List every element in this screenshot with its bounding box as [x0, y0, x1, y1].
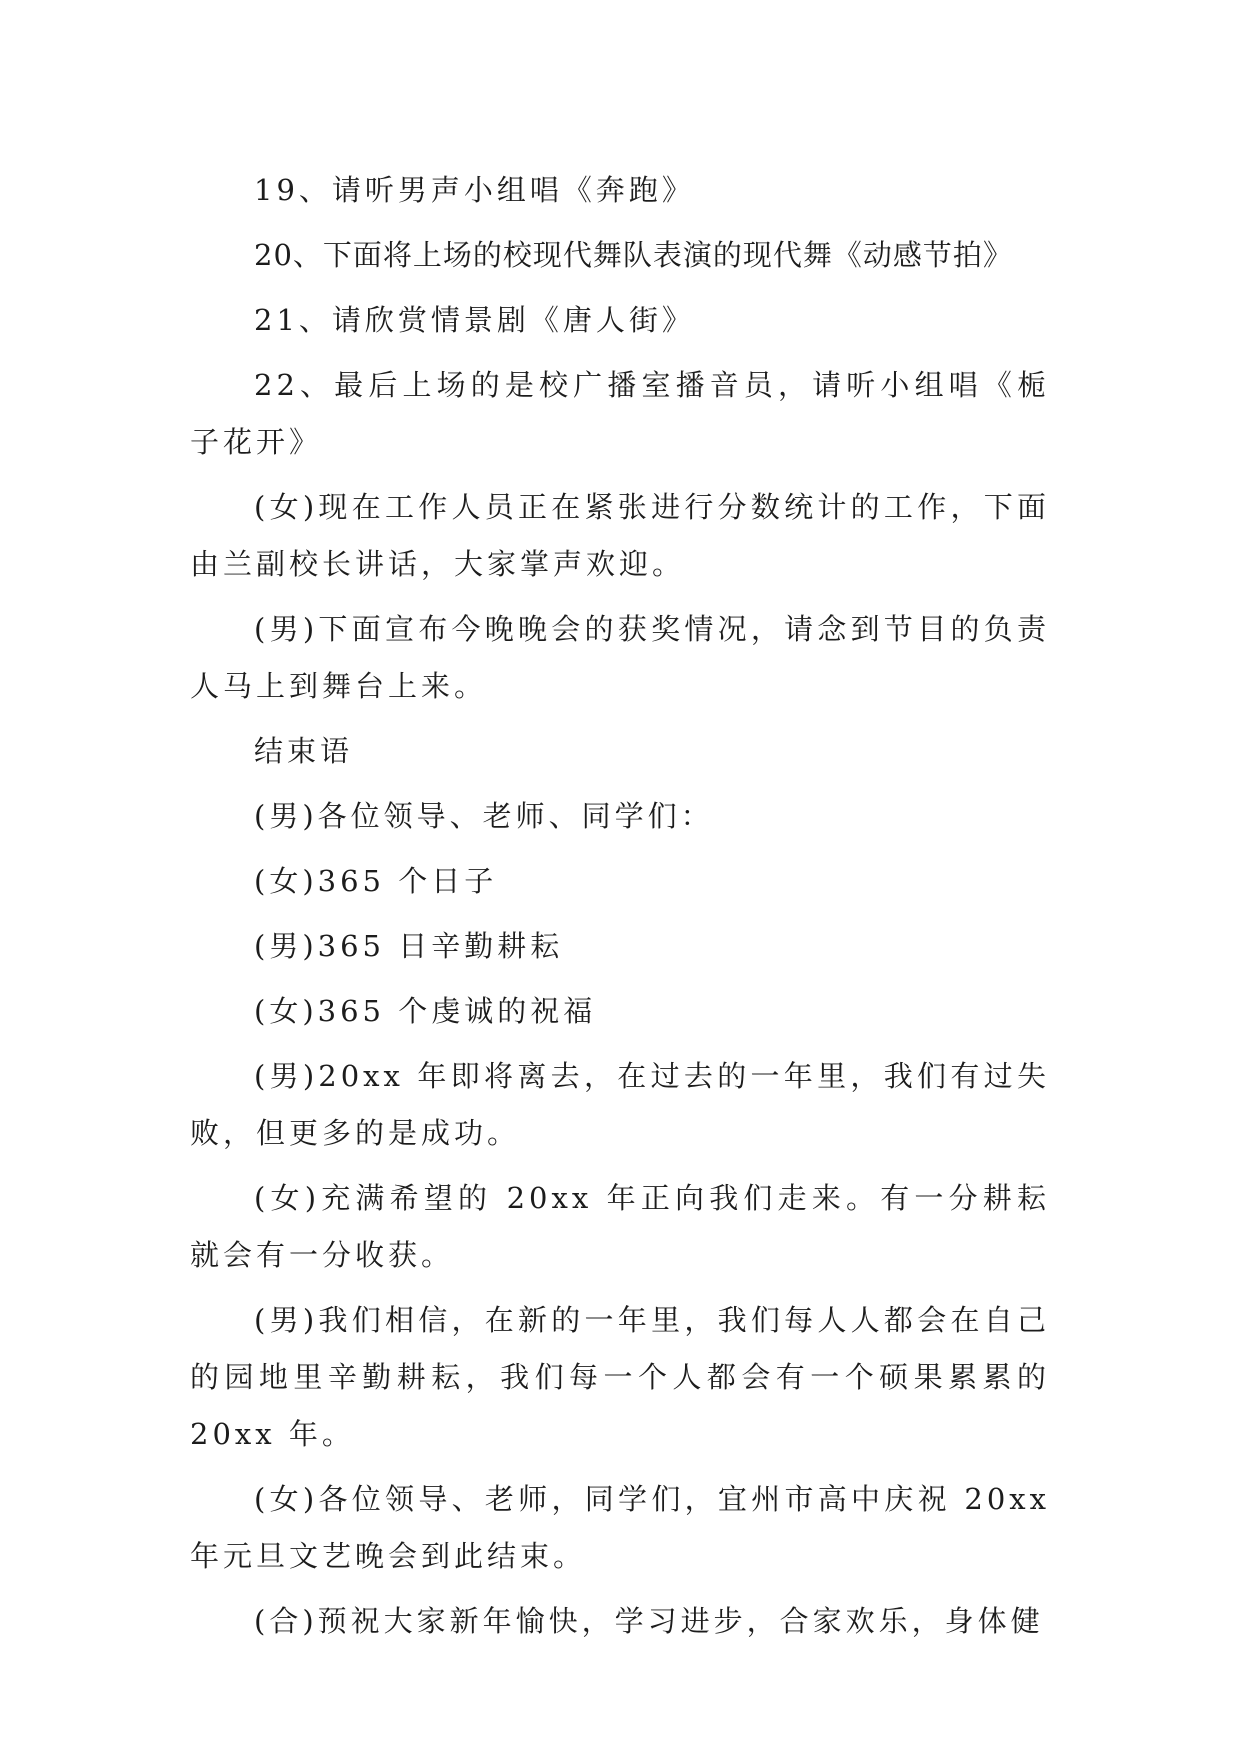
- paragraph-male-365-work: (男)365 日辛勤耕耘: [254, 929, 564, 963]
- paragraph-male-awards: (男)下面宣布今晚晚会的获奖情况，请念到节目的负责人马上到舞台上来。: [190, 612, 1050, 703]
- paragraph-female-new-year: (女)充满希望的 20xx 年正向我们走来。有一分耕耘就会有一分收获。: [190, 1181, 1050, 1272]
- paragraph-male-greeting: (男)各位领导、老师、同学们：: [254, 799, 714, 833]
- paragraph-male-past-year: (男)20xx 年即将离去，在过去的一年里，我们有过失败，但更多的是成功。: [190, 1059, 1050, 1150]
- paragraph-item-19: 19、请听男声小组唱《奔跑》: [254, 173, 695, 207]
- paragraph-female-365-days: (女)365 个日子: [254, 864, 498, 898]
- paragraph-together-wishes: (合)预祝大家新年愉快，学习进步，合家欢乐，身体健: [254, 1604, 1044, 1638]
- paragraph-female-365-blessings: (女)365 个虔诚的祝福: [254, 994, 597, 1028]
- paragraph-item-21: 21、请欣赏情景剧《唐人街》: [254, 303, 695, 337]
- section-heading-closing: 结束语: [254, 734, 354, 768]
- paragraph-female-announcement: (女)现在工作人员正在紧张进行分数统计的工作，下面由兰副校长讲话，大家掌声欢迎。: [190, 490, 1050, 581]
- paragraph-item-20: 20、下面将上场的校现代舞队表演的现代舞《动感节拍》: [254, 238, 1013, 272]
- paragraph-male-belief: (男)我们相信，在新的一年里，我们每人人都会在自己的园地里辛勤耕耘，我们每一个人都会有一个硕果累累的 20xx 年。: [190, 1303, 1050, 1451]
- document-body: [190, 162, 1050, 1658]
- paragraph-item-22: 22、最后上场的是校广播室播音员，请听小组唱《栀子花开》: [190, 368, 1050, 459]
- paragraph-female-conclusion: (女)各位领导、老师，同学们，宜州市高中庆祝 20xx 年元旦文艺晚会到此结束。: [190, 1482, 1050, 1573]
